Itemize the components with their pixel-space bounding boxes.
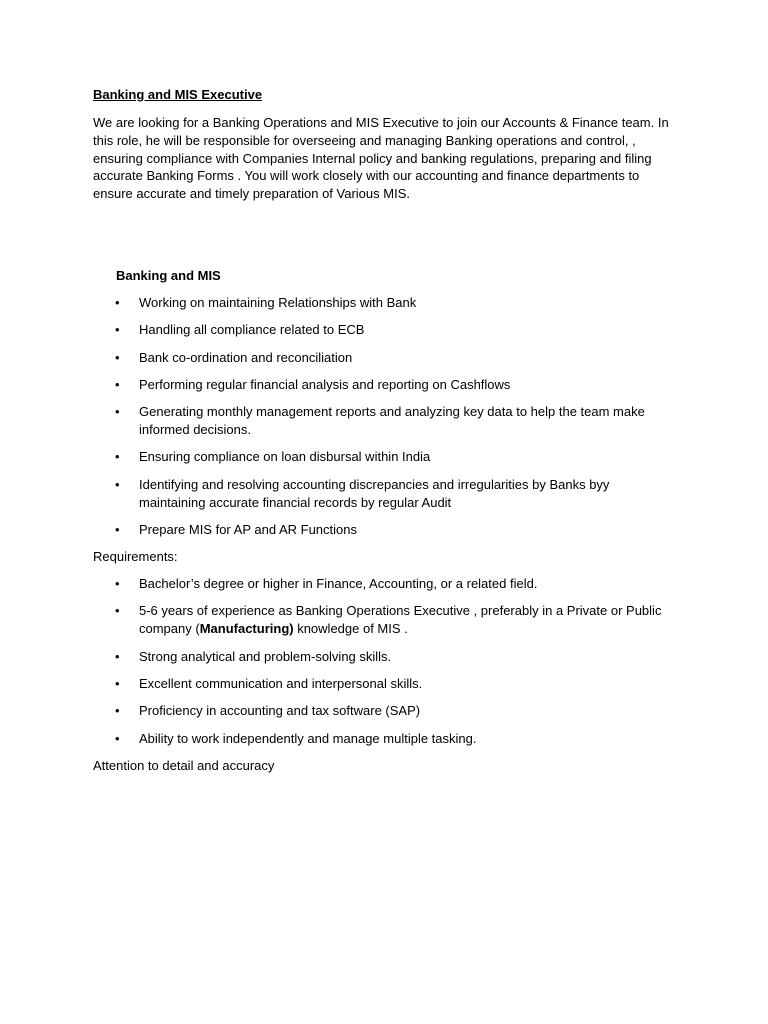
- bullet-icon: •: [115, 648, 120, 664]
- list-item-bold-text: Manufacturing): [199, 621, 294, 637]
- list-item: [93, 321, 673, 339]
- list-item: [93, 448, 673, 466]
- bullet-icon: •: [115, 349, 120, 365]
- list-item-text: Prepare MIS for AP and AR Functions: [139, 522, 357, 538]
- list-item-text: 5-6 years of experience as Banking Operations Executive , preferably in a Private or Public company (: [139, 603, 662, 637]
- bullet-icon: •: [115, 522, 120, 538]
- list-item-text: Strong analytical and problem-solving skills.: [139, 648, 392, 664]
- bullet-icon: •: [115, 703, 120, 719]
- bullet-icon: •: [115, 603, 120, 619]
- intro-paragraph: We are looking for a Banking Operations and MIS Executive to join our Accounts & Finance team. In this role, he will be responsible for overseeing and managing Banking operations and control, , ensuring compliance with Companies Internal policy and banking regulations, preparing and filing accurate Banking Forms . You will work closely with our accounting and finance departments to ensure accurate and timely preparation of Various MIS.: [93, 115, 669, 202]
- list-item-text: Ensuring compliance on loan disbursal within India: [139, 449, 431, 465]
- bullet-icon: •: [115, 476, 120, 492]
- list-item-text: Bank co-ordination and reconciliation: [139, 349, 353, 365]
- bullet-icon: •: [115, 576, 120, 592]
- list-item: [93, 476, 673, 512]
- bullet-icon: •: [115, 294, 120, 310]
- list-item-text: Handling all compliance related to ECB: [139, 322, 365, 338]
- document-page: [93, 86, 673, 775]
- list-item: [93, 702, 673, 720]
- list-item: [93, 376, 673, 394]
- bullet-icon: •: [115, 322, 120, 338]
- bullet-icon: •: [115, 675, 120, 691]
- list-item-text: Excellent communication and interpersonal skills.: [139, 675, 423, 691]
- closing-line: Attention to detail and accuracy: [93, 757, 275, 773]
- list-item: [93, 521, 673, 539]
- list-item-text: Bachelor’s degree or higher in Finance, Accounting, or a related field.: [139, 576, 538, 592]
- bullet-icon: •: [115, 730, 120, 746]
- list-item-text: Proficiency in accounting and tax software (SAP): [139, 703, 421, 719]
- list-item: [93, 294, 673, 312]
- list-item-text: Performing regular financial analysis and reporting on Cashflows: [139, 376, 511, 392]
- list-item-text: Ability to work independently and manage multiple tasking.: [139, 730, 477, 746]
- list-item: [93, 730, 673, 748]
- duties-list: [93, 294, 673, 539]
- list-item: [93, 403, 673, 439]
- document-title: Banking and MIS Executive: [93, 87, 263, 102]
- bullet-icon: •: [115, 376, 120, 392]
- list-item: [93, 675, 673, 693]
- bullet-icon: •: [115, 404, 120, 420]
- section-heading: Banking and MIS: [116, 267, 221, 283]
- list-item: [93, 575, 673, 593]
- list-item-text: Working on maintaining Relationships with Bank: [139, 294, 417, 310]
- list-item-text-tail: knowledge of MIS .: [293, 621, 408, 637]
- bullet-icon: •: [115, 449, 120, 465]
- list-item-text: Identifying and resolving accounting discrepancies and irregularities by Banks byy maintaining accurate financial records by regular Audit: [139, 476, 610, 510]
- list-item: [93, 602, 673, 638]
- requirements-list: [93, 575, 673, 747]
- list-item-text: Generating monthly management reports and analyzing key data to help the team make informed decisions.: [139, 404, 645, 438]
- list-item: [93, 648, 673, 666]
- list-item: [93, 349, 673, 367]
- requirements-label: Requirements:: [93, 549, 178, 565]
